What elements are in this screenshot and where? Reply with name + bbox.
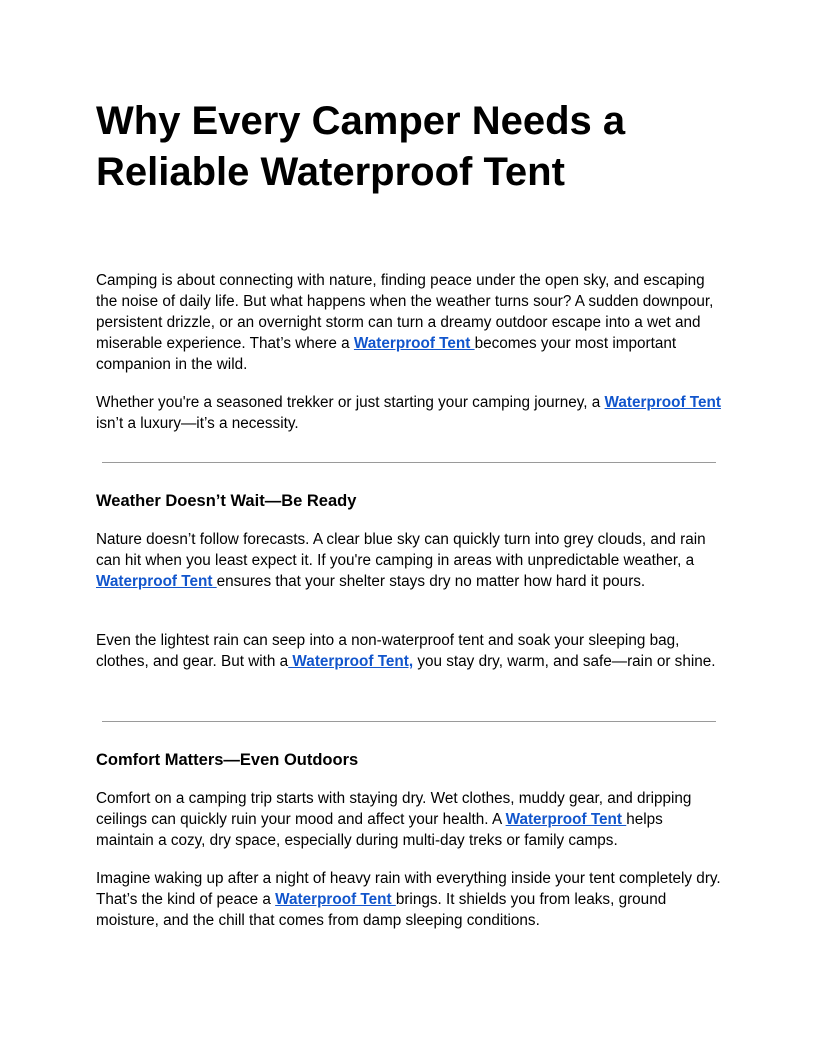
waterproof-tent-link[interactable]: Waterproof Tent,	[288, 653, 414, 670]
paragraph-text-after: ensures that your shelter stays dry no matter how hard it pours.	[216, 573, 646, 590]
waterproof-tent-link[interactable]: Waterproof Tent	[353, 335, 475, 352]
page-title: Why Every Camper Needs a Reliable Waterproof Tent	[96, 99, 626, 194]
paragraph-text-before: Imagine waking up after a night of heavy rain with everything inside your tent completely dry. That’s the kind of peace a	[96, 870, 721, 908]
section-heading: Comfort Matters—Even Outdoors	[96, 751, 359, 769]
weather-paragraph-1	[96, 529, 722, 592]
paragraph-text-after: isn’t a luxury—it’s a necessity.	[96, 415, 299, 432]
paragraph-text-after: brings. It shields you from leaks, ground moisture, and the chill that comes from damp sleeping conditions.	[96, 891, 667, 929]
paragraph-text-before: Whether you're a seasoned trekker or just starting your camping journey, a	[96, 394, 605, 411]
intro-paragraph-1	[96, 270, 722, 375]
comfort-paragraph-1	[96, 788, 722, 851]
paragraph-text	[96, 392, 722, 434]
paragraph-text-after: you stay dry, warm, and safe—rain or shine.	[413, 653, 716, 670]
paragraph-text	[96, 630, 722, 672]
section-heading: Weather Doesn’t Wait—Be Ready	[96, 492, 357, 510]
section-weather	[96, 490, 722, 512]
waterproof-tent-link[interactable]: Waterproof Tent	[604, 394, 721, 411]
weather-paragraph-2	[96, 630, 722, 672]
waterproof-tent-link[interactable]: Waterproof Tent	[505, 811, 627, 828]
paragraph-text-before: Even the lightest rain can seep into a non-waterproof tent and soak your sleeping bag, clothes, and gear. But with a	[96, 632, 680, 670]
paragraph-text-before: Camping is about connecting with nature, finding peace under the open sky, and escaping the noise of daily life. But what happens when the weather turns sour? A sudden downpour, persistent drizzle, or an overnight storm can turn a dreamy outdoor escape into a wet and miserable experience. That’s where a	[96, 272, 714, 352]
paragraph-text	[96, 529, 722, 592]
paragraph-text	[96, 868, 722, 931]
waterproof-tent-link[interactable]: Waterproof Tent	[96, 573, 217, 590]
section-divider	[102, 721, 716, 722]
section-comfort	[96, 749, 722, 771]
paragraph-text-before: Comfort on a camping trip starts with staying dry. Wet clothes, muddy gear, and dripping ceilings can quickly ruin your mood and affect your health. A	[96, 790, 692, 828]
paragraph-text	[96, 788, 722, 851]
paragraph-text-after: helps maintain a cozy, dry space, especially during multi-day treks or family camps.	[96, 811, 663, 849]
waterproof-tent-link[interactable]: Waterproof Tent	[275, 891, 396, 908]
paragraph-text-before: Nature doesn’t follow forecasts. A clear blue sky can quickly turn into grey clouds, and rain can hit when you least expect it. If you're camping in areas with unpredictable weather, a	[96, 531, 706, 569]
comfort-paragraph-2	[96, 868, 722, 931]
paragraph-text	[96, 270, 722, 375]
intro-paragraph-2	[96, 392, 722, 434]
section-divider	[102, 462, 716, 463]
paragraph-text-after: becomes your most important companion in the wild.	[96, 335, 677, 373]
